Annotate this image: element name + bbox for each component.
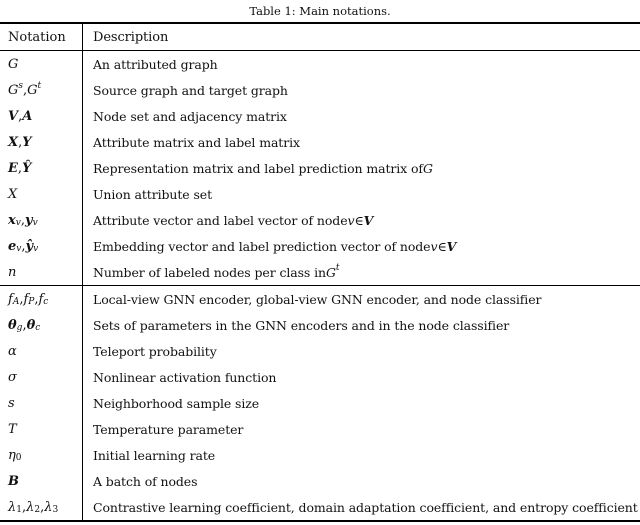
math-segment: V	[446, 238, 457, 254]
table-row	[0, 312, 640, 338]
math-segment: λ	[8, 499, 17, 515]
notation-cell	[0, 390, 82, 416]
math-segment: 3	[52, 505, 59, 515]
description-cell	[82, 338, 640, 364]
math-segment: A	[22, 108, 33, 124]
math-segment: ,	[19, 291, 24, 307]
math-segment: f	[8, 291, 13, 307]
table-row	[0, 181, 640, 207]
math-segment: Sets of parameters in the GNN encoders and in the node classifier	[93, 317, 510, 333]
math-segment: ŷ	[25, 238, 34, 254]
table-row	[0, 286, 640, 312]
description-cell	[82, 181, 640, 207]
notation-cell	[0, 312, 82, 338]
description-cell	[82, 286, 640, 312]
table-body	[0, 51, 640, 520]
math-segment: g	[16, 323, 23, 333]
description-cell	[82, 468, 640, 494]
math-segment: Attribute vector and label vector of node	[93, 212, 348, 228]
math-segment: G	[422, 160, 433, 176]
math-segment: P	[28, 297, 35, 307]
math-segment: ,	[21, 238, 26, 254]
description-cell	[82, 312, 640, 338]
math-segment: Contrastive learning coefficient, domain adaptation coefficient, and entropy coefficient	[93, 499, 638, 515]
description-cell	[82, 129, 640, 155]
table-section	[0, 51, 640, 285]
math-segment: Embedding vector and label prediction vector of node	[93, 238, 431, 254]
math-segment: 2	[34, 505, 41, 515]
math-segment: B	[8, 473, 19, 489]
math-segment: θ	[8, 317, 17, 333]
math-segment: Temperature parameter	[93, 421, 244, 437]
math-segment: c	[35, 323, 41, 333]
math-segment: v	[430, 238, 438, 254]
math-segment: v	[347, 212, 355, 228]
description-cell	[82, 77, 640, 103]
math-segment: Number of labeled nodes per class in	[93, 264, 326, 280]
math-segment: G	[27, 82, 38, 98]
math-segment: ,	[18, 108, 23, 124]
notation-cell	[0, 259, 82, 285]
math-segment: 0	[15, 453, 22, 463]
description-cell	[82, 103, 640, 129]
math-segment: ,	[21, 499, 27, 515]
notation-cell	[0, 51, 82, 77]
header-description: Description	[82, 24, 640, 50]
notation-cell	[0, 338, 82, 364]
math-segment: f	[38, 291, 44, 307]
description-cell	[82, 51, 640, 77]
math-segment: G	[8, 82, 19, 98]
table-row	[0, 207, 640, 233]
table-row	[0, 468, 640, 494]
description-cell	[82, 207, 640, 233]
math-segment: e	[8, 238, 17, 254]
math-segment: σ	[8, 369, 17, 385]
math-segment: λ	[44, 499, 53, 515]
math-segment: Node set and adjacency matrix	[93, 108, 287, 124]
math-segment: ,	[40, 499, 45, 515]
math-segment: θ	[26, 317, 36, 333]
math-segment: Teleport probability	[93, 343, 217, 359]
table-section	[0, 285, 640, 520]
table-row	[0, 233, 640, 259]
table-row	[0, 51, 640, 77]
notation-cell	[0, 364, 82, 390]
math-segment: Nonlinear activation function	[93, 369, 277, 385]
description-cell	[82, 364, 640, 390]
math-segment: Local-view GNN encoder, global-view GNN encoder, and node classifier	[93, 291, 542, 307]
math-segment: ∈	[354, 212, 364, 228]
description-cell	[82, 233, 640, 259]
description-cell	[82, 416, 640, 442]
math-segment: f	[23, 291, 29, 307]
math-segment: ,	[22, 317, 27, 333]
math-segment: E	[8, 160, 18, 176]
notation-cell	[0, 155, 82, 181]
math-segment: X	[8, 186, 18, 202]
math-segment: Initial learning rate	[93, 447, 216, 463]
math-segment: Neighborhood sample size	[93, 395, 260, 411]
notation-cell	[0, 129, 82, 155]
math-segment: n	[8, 264, 17, 280]
math-segment: ,	[34, 291, 39, 307]
math-segment: An attributed graph	[93, 56, 218, 72]
table-row	[0, 364, 640, 390]
math-segment: Representation matrix and label prediction matrix of	[93, 160, 423, 176]
table-row	[0, 442, 640, 468]
header-notation: Notation	[8, 29, 66, 45]
table-caption: Table 1: Main notations.	[249, 4, 391, 18]
math-segment: η	[8, 447, 16, 463]
math-segment: t	[335, 263, 340, 273]
math-segment: v	[32, 218, 38, 228]
notation-table	[0, 22, 640, 522]
description-cell	[82, 155, 640, 181]
math-segment: V	[8, 108, 19, 124]
math-segment: G	[325, 264, 336, 280]
notation-cell	[0, 416, 82, 442]
math-segment: Source graph and target graph	[93, 82, 288, 98]
math-segment: Y	[22, 134, 32, 150]
table-row	[0, 390, 640, 416]
math-segment: ∈	[437, 238, 447, 254]
table-row	[0, 338, 640, 364]
table-row	[0, 103, 640, 129]
table-row	[0, 155, 640, 181]
notation-cell	[0, 468, 82, 494]
math-segment: s	[8, 395, 15, 411]
math-segment: α	[8, 343, 17, 359]
math-segment: y	[25, 212, 33, 228]
description-cell	[82, 442, 640, 468]
math-segment: V	[363, 212, 374, 228]
math-segment: Attribute matrix and label matrix	[93, 134, 300, 150]
math-segment: G	[8, 56, 19, 72]
math-segment: ,	[23, 82, 28, 98]
table-row	[0, 129, 640, 155]
math-segment: A	[12, 297, 20, 307]
notation-cell	[0, 286, 82, 312]
notation-cell	[0, 103, 82, 129]
math-segment: Ŷ	[22, 160, 32, 176]
table-row	[0, 494, 640, 520]
math-segment: 1	[16, 505, 22, 515]
table-header-row	[0, 24, 640, 51]
math-segment: v	[33, 244, 39, 254]
math-segment: c	[43, 297, 49, 307]
notation-cell	[0, 442, 82, 468]
table-row	[0, 259, 640, 285]
notation-cell	[0, 494, 82, 520]
math-segment: T	[8, 421, 17, 437]
math-segment: ,	[17, 160, 23, 176]
math-segment: Union attribute set	[93, 186, 212, 202]
description-cell	[82, 259, 640, 285]
math-segment: t	[37, 81, 42, 91]
notation-cell	[0, 77, 82, 103]
description-cell	[82, 494, 640, 520]
description-cell	[82, 390, 640, 416]
math-segment: v	[15, 218, 21, 228]
math-segment: ,	[20, 212, 25, 228]
math-segment: λ	[26, 499, 35, 515]
math-segment: v	[16, 244, 22, 254]
math-segment: ,	[18, 134, 23, 150]
notation-cell	[0, 207, 82, 233]
table-row	[0, 416, 640, 442]
math-segment: X	[8, 134, 19, 150]
math-segment: A batch of nodes	[93, 473, 198, 489]
notation-cell	[0, 181, 82, 207]
math-segment: x	[8, 212, 16, 228]
math-segment: s	[18, 81, 24, 91]
table-row	[0, 77, 640, 103]
notation-cell	[0, 233, 82, 259]
